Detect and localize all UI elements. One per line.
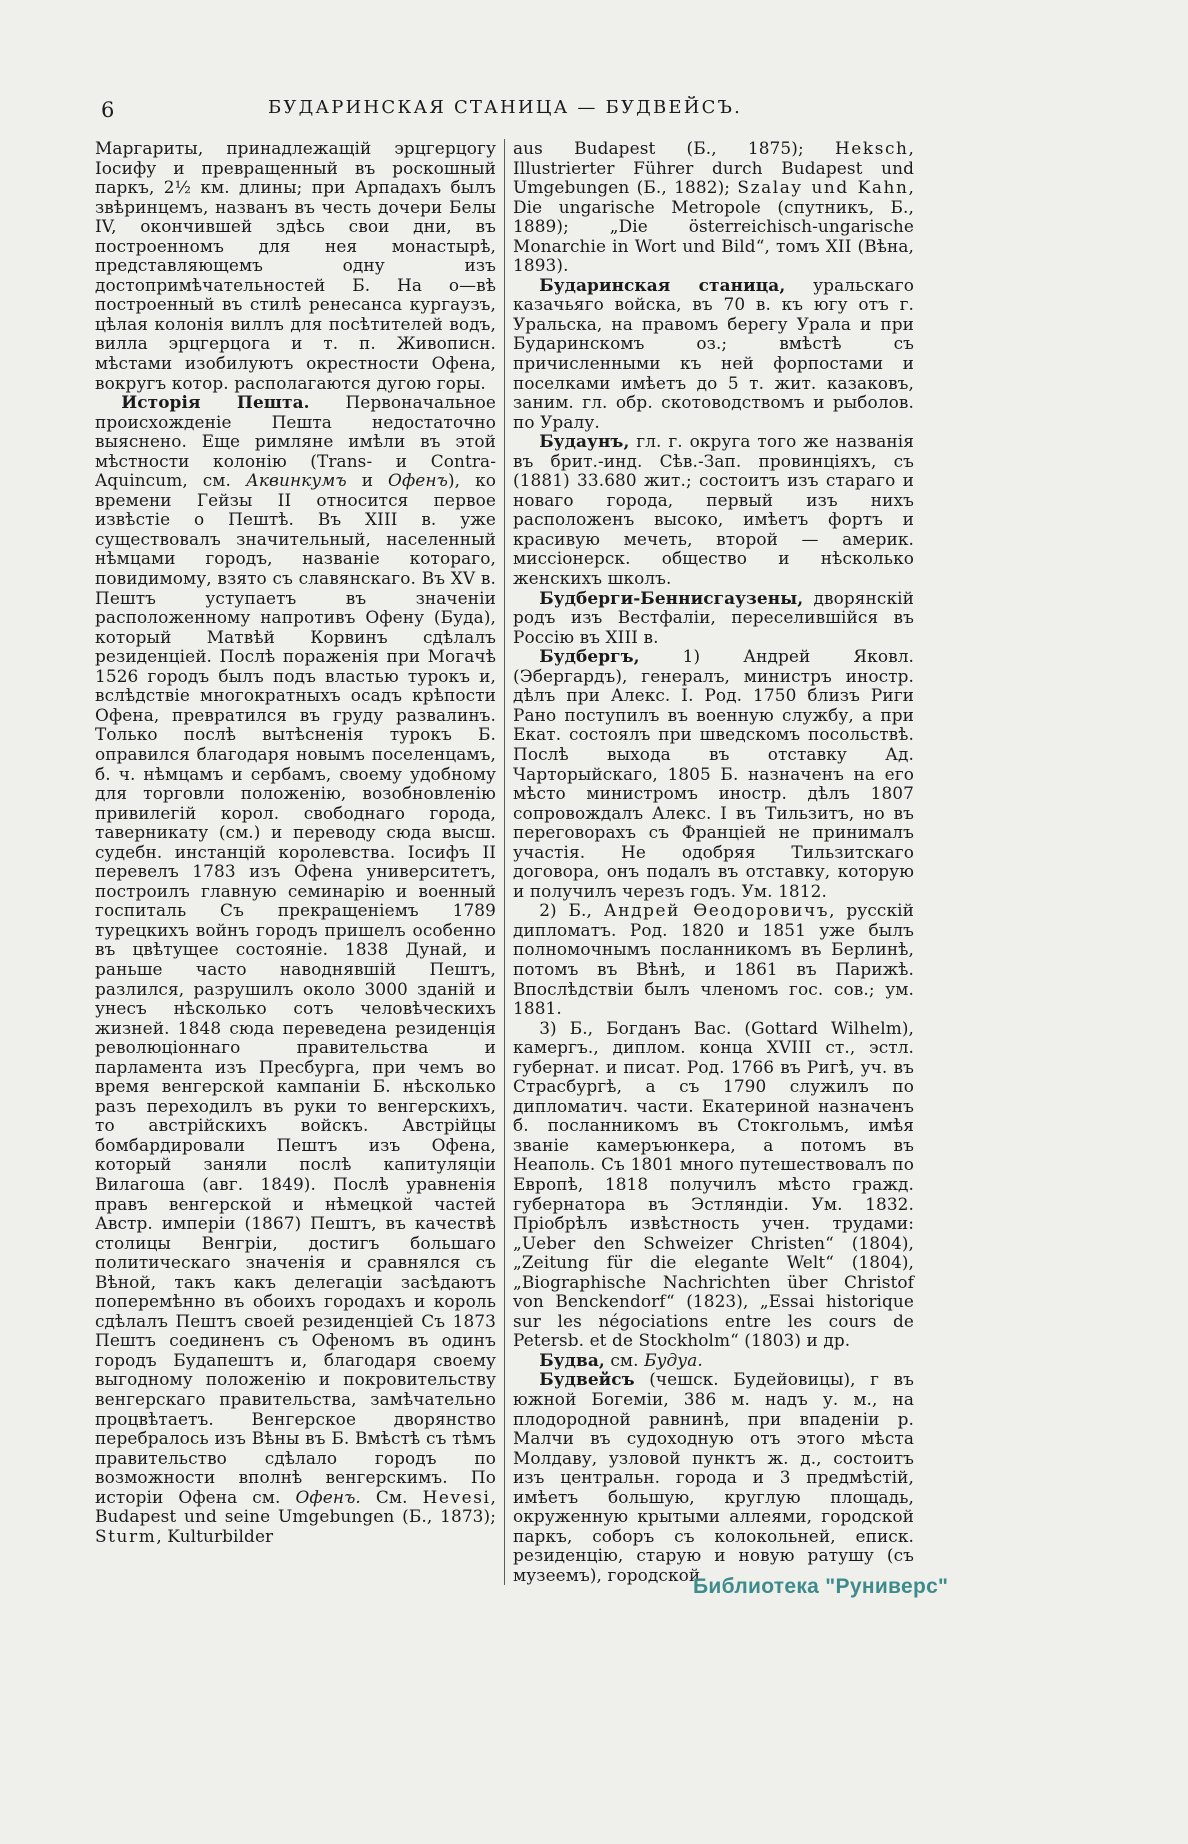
entry-headword: Бударинская станица, — [539, 274, 786, 295]
paragraph — [513, 276, 914, 432]
text-segment: 2) Б., — [539, 900, 604, 921]
text-segment: См. — [360, 1486, 423, 1507]
text-segment: aus Budapest (Б., 1875); — [513, 138, 835, 158]
paragraph — [513, 1370, 914, 1585]
text-segment: ), ко времени Гейзы II относится первое извѣстіе о Пештѣ. Въ XIII в. уже существовалъ значительный, населенный нѣмцами городъ, названіе котораго, повидимому, взято съ славянскаго. Въ XV в. Пештъ уступаетъ въ значеніи расположенному напротивъ Офену (Буда), который Матвѣй Корвинъ сдѣлалъ резиденціей. Послѣ пораженія при Могачѣ 1526 городъ былъ подъ властью турокъ и, вслѣдствіе многократныхъ осадъ крѣпости Офена, превратился въ груду развалинъ. Только послѣ вытѣсненія турокъ Б. оправился благодаря новымъ поселенцамъ, б. ч. нѣмцамъ и сербамъ, своему удобному для торговли положенію, возобновленію привилегій корол. свободнаго города, таверникату (см.) и переводу сюда высш. судебн. инстанцій королевства. Іосифъ II перевелъ 1783 изъ Офена университетъ, построилъ главную семинарію и военный госпиталь Съ прекращеніемъ 1789 турецкихъ войнъ городъ пришелъ особенно въ цвѣтущее состояніе. 1838 Дунай, и раньше часто наводнявшій Пештъ, разлился, разрушилъ около 3000 зданій и унесъ нѣсколько сотъ человѣческихъ жизней. 1848 сюда переведена резиденція революціоннаго правительства и парламента изъ Пресбурга, при чемъ во время венгерской кампаніи Б. нѣсколько разъ переходилъ въ руки то венгерскихъ, то австрійскихъ войскъ. Австрійцы бомбардировали Пештъ изъ Офена, который заняли послѣ капитуляціи Вилагоша (авг. 1849). Послѣ уравненія правъ венгерской и нѣмецкой частей Австр. имперіи (1867) Пештъ, въ качествѣ столицы Венгріи, достигъ большаго политическаго значенія и сравнялся съ Вѣной, такъ какъ делегаціи засѣдаютъ поперемѣнно въ обоихъ городахъ и король сдѣлалъ Пештъ своей резиденціей Съ 1873 Пештъ соединенъ съ Офеномъ въ одинъ городъ Будапештъ и, благодаря своему выгодному положенію и покровительству венгерскаго правительства, замѣчательно процвѣтаетъ. Венгерское дворянство перебралось изъ Вѣны въ Б. Вмѣстѣ съ тѣмъ правительство сдѣлало городъ по возможности вполнѣ венгерскимъ. По исторіи Офена см. — [95, 470, 496, 1507]
page-number: 6 — [101, 98, 115, 122]
text-segment: уральскаго казачьяго войска, въ 70 в. къ югу отъ г. Уральска, на правомъ берегу Урала и при Бударинскомъ оз.; вмѣстѣ съ причисленными къ ней форпостами и поселками имѣетъ до 5 т. жит. казаковъ, заним. гл. обр. скотоводствомъ и рыболов. по Уралу. — [513, 274, 914, 432]
paragraph — [513, 1351, 914, 1371]
text-segment: (чешск. Будейовицы), г въ южной Богеміи, 386 м. надъ у. м., на плодородной равнинѣ, при впаденіи р. Малчи въ судоходную отъ этого мѣста Молдаву, узловой пунктъ ж. д., состоитъ изъ центральн. города и 3 предмѣстій, имѣетъ большую, круглую площадь, окруженную крытыми аллеями, городской паркъ, соборъ съ колокольней, еписк. резиденцію, старую и новую ратушу (съ музеемъ), городской — [513, 1369, 914, 1585]
text-segment: , Illustrierter Führer durch Budapest und Umgebungen (Б., 1882); — [513, 138, 914, 198]
paragraph — [95, 139, 496, 393]
text-segment: Аквинкумъ — [245, 470, 347, 491]
column-left — [95, 139, 496, 1585]
paragraph — [513, 432, 914, 588]
column-divider — [504, 139, 505, 1585]
entry-headword: Будва, — [539, 1349, 605, 1370]
text-segment: 1) Андрей Яковл. (Эбергардъ), генералъ, министръ иностр. дѣлъ при Алекс. I. Род. 1750 близъ Риги Рано поступилъ въ военную службу, а при Екат. состоялъ при шведскомъ посольствѣ. Послѣ выхода въ отставку Ад. Чарторыйскаго, 1805 Б. назначенъ на его мѣсто министромъ иностр. дѣлъ 1807 сопровождалъ Алекс. I въ Тильзитъ, но въ переговорахъ съ Франціей не принималъ участія. Не одобряя Тильзитскаго договора, онъ подалъ въ отставку, которую и получилъ черезъ годъ. Ум. 1812. — [513, 646, 914, 901]
text-segment: см. — [604, 1349, 645, 1370]
text-segment: Heksch — [834, 138, 909, 158]
text-segment: 3) Б., Богданъ Вас. (Gottard Wilhelm), камергъ., диплом. конца XVIII ст., эстл. губернат. и писат. Род. 1766 въ Ригѣ, уч. въ Страсбургѣ, а съ 1790 служилъ по дипломатич. части. Екатериной назначенъ б. посланникомъ въ Стокгольмъ, имѣя званіе камеръюнкера, а потомъ въ Неаполь. Съ 1801 много путешествовалъ по Европѣ, 1818 получилъ мѣсто гражд. губернатора въ Эстляндіи. Ум. 1832. Пріобрѣлъ извѣстность учен. трудами: „Ueber den Schweizer Christen“ (1804), „Zeitung für die elegante Welt“ (1804), „Biographische Nachrichten über Christof von Benckendorf“ (1823), „Essai historique sur les négociations entre les cours de Petersb. et de Stockholm“ (1803) и др. — [513, 1017, 914, 1351]
text-segment: Андрей Ѳеодоровичъ — [603, 900, 830, 921]
text-segment: Офенъ. — [295, 1486, 361, 1507]
paragraph — [95, 393, 496, 1546]
running-header-title: БУДАРИНСКАЯ СТАНИЦА — БУДВЕЙСЪ. — [267, 97, 743, 118]
paragraph — [513, 139, 914, 276]
paragraph — [513, 589, 914, 648]
paragraph — [513, 901, 914, 1018]
text-segment: , Kulturbilder — [156, 1525, 274, 1546]
text-segment: , русскій дипломатъ. Род. 1820 и 1851 уже былъ полномочнымъ посланникомъ въ Берлинѣ, потомъ въ Вѣнѣ, и 1861 въ Парижѣ. Впослѣдствіи былъ членомъ гос. сов.; ум. 1881. — [513, 900, 914, 1019]
text-segment: , Die ungarische Metropole (спутникъ, Б., 1889); „Die österreichisch-ungarische Monarchie in Wort und Bild“, томъ XII (Вѣна, 1893). — [513, 177, 915, 276]
paragraph — [513, 1019, 914, 1351]
text-segment: Офенъ — [388, 470, 448, 491]
page-header — [95, 97, 915, 122]
text-segment: дворянскій родъ изъ Вестфаліи, переселившійся въ Россію въ XIII в. — [513, 587, 914, 647]
entry-headword: Будаунъ, — [539, 431, 630, 452]
text-segment: , Budapest und seine Umgebungen (Б., 1873); — [95, 1486, 497, 1527]
entry-headword: Будвейсъ — [539, 1369, 635, 1390]
text-segment: Sturm — [95, 1525, 157, 1546]
text-segment: Szalay und Kahn — [737, 177, 909, 198]
entry-headword: Будберги-Беннисгаузены, — [539, 587, 804, 608]
text-segment: гл. г. округа того же названія въ брит.-инд. Сѣв.-Зап. провинціяхъ, съ (1881) 33.680 жит.; состоитъ изъ стараго и новаго города, первый изъ нихъ расположенъ высоко, имѣетъ фортъ и красивую мечеть, второй — америк. миссіонерск. общество и нѣсколько женскихъ школъ. — [513, 431, 914, 589]
text-segment: Hevesi — [422, 1486, 491, 1507]
paragraph — [513, 647, 914, 901]
text-segment: и — [346, 470, 388, 491]
text-columns — [95, 139, 915, 1585]
column-right — [513, 139, 914, 1585]
text-segment: Маргариты, принадлежащій эрцгерцогу Іосифу и превращенный въ роскошный паркъ, 2½ км. длины; при Арпадахъ былъ звѣринцемъ, названъ въ честь дочери Белы IV, окончившей здѣсь свои дни, въ построенномъ для нея монастырѣ, представляющемъ одну изъ достопримѣчательностей Б. На о—вѣ построенный въ стилѣ ренесанса кургаузъ, цѣлая колонія виллъ для посѣтителей водъ, вилла эрцгерцога и т. п. Живописн. мѣстами изобилуютъ окрестности Офена, вокругъ котор. располагаются дугою горы. — [95, 138, 496, 393]
library-watermark: Библиотека "Руниверс" — [693, 1575, 949, 1598]
text-segment: Первоначальное происхожденіе Пешта недостаточно выяснено. Еще римляне имѣли въ этой мѣстности колонію (Trans- и Contra-Aquincum, см. — [95, 392, 496, 491]
text-segment: Будуа. — [644, 1349, 703, 1370]
entry-headword: Будбергъ, — [539, 646, 640, 667]
entry-headword: Исторія Пешта. — [121, 392, 310, 413]
